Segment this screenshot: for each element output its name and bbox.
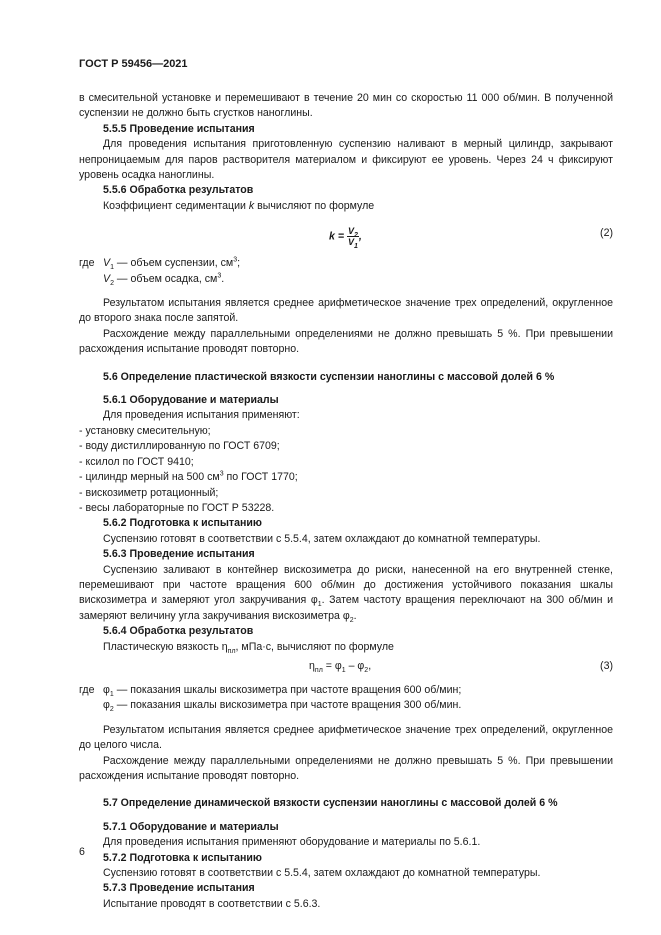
section-5-7-1-title: 5.7.1 Оборудование и материалы — [103, 820, 279, 833]
section-5-5-5-title: 5.5.5 Проведение испытания — [103, 122, 255, 135]
where-phi2: $\varphi_2$ — показания шкалы вискозиметра при частоте вращения 300 об/мин. — [103, 699, 462, 714]
section-5-7-3-text: Испытание проводят в соответствии с 5.6.3. — [103, 897, 321, 910]
section-5-6-title: 5.6 Определение пластической вязкости суспензии наноглины с массовой долей 6 % — [103, 370, 555, 383]
formula-2-number: (2) — [600, 227, 613, 240]
section-5-7-title: 5.7 Определение динамической вязкости суспензии наноглины с массовой долей 6 % — [103, 797, 558, 810]
section-5-7-3-title: 5.7.3 Проведение испытания — [103, 882, 255, 895]
section-5-6-2-text: Суспензию готовят в соответствии с 5.5.4, затем охлаждают до комнатной температуры. — [103, 532, 541, 545]
list-item: - ксилол по ГОСТ 9410; — [79, 455, 194, 468]
list-item: - вискозиметр ротационный; — [79, 486, 219, 499]
formula-2-expression: k = $\frac{V_2}{V_1}$ , — [329, 226, 362, 251]
section-5-6-4-title: 5.6.4 Обработка результатов — [103, 625, 254, 638]
list-item: - воду дистиллированную по ГОСТ 6709; — [79, 440, 280, 453]
formula-3-expression: $\eta_{пл} = \varphi_1 - \varphi_2$, — [309, 659, 372, 675]
list-item: - весы лабораторные по ГОСТ Р 53228. — [79, 501, 275, 514]
section-5-6-2-title: 5.6.2 Подготовка к испытанию — [103, 517, 262, 530]
section-5-5-5-text: Для проведения испытания приготовленную суспензию наливают в мерный цилиндр, закрывают непроницаемым для паров растворителя материалом и фиксируют ее уровень. Через 24 ч фиксируют уровень осадка наноглины. — [79, 138, 613, 182]
page-content — [79, 91, 613, 912]
where-v2: $V_2$ — объем осадка, $см^3$. — [103, 272, 225, 287]
section-5-5-6-discrepancy: Расхождение между параллельными определениями не должно превышать 5 %. При превышении расхождения испытание проводят повторно. — [79, 327, 613, 356]
section-5-5-6-text: Коэффициент седиментации k вычисляют по формуле — [103, 199, 375, 212]
where-v1: где $V_1$ — объем суспензии, $см^3$; — [79, 256, 241, 272]
document-header: ГОСТ Р 59456—2021 — [79, 58, 188, 70]
section-5-6-3-title: 5.6.3 Проведение испытания — [103, 548, 255, 561]
section-5-6-3-text: Суспензию заливают в контейнер вискозиметра до риски, нанесенной на его внутренней стенке, перемешивают при частоте вращения 600 об/мин до достижения устойчивого показания шкалы вискозиметра и замеряют угол закручивания $\varphi_1$. Затем частоту вращения переключают на 300 об/мин и замеряют величину угла закручивания вискозиметра $\varphi_2$. — [79, 563, 613, 624]
section-5-5-6-title: 5.5.6 Обработка результатов — [103, 184, 254, 197]
where-phi1: где $\varphi_1$ — показания шкалы вискозиметра при частоте вращения 600 об/мин; — [79, 683, 462, 699]
formula-3 — [79, 655, 613, 683]
list-item: - установку смесительную; — [79, 424, 211, 437]
list-item-cylinder: - цилиндр мерный на 500 $см^3$ по ГОСТ 1770; — [79, 470, 298, 484]
section-5-6-4-text: Пластическую вязкость $\eta_{пл}$, мПа·с, вычисляют по формуле — [103, 640, 394, 655]
section-5-5-6-result: Результатом испытания является среднее арифметическое значение трех определений, округленное до второго знака после запятой. — [79, 297, 613, 325]
intro-paragraph: в смесительной установке и перемешивают в течение 20 мин со скоростью 11 000 об/мин. В полученной суспензии не должно быть сгустков наноглины. — [79, 92, 613, 120]
section-5-6-1-title: 5.6.1 Оборудование и материалы — [103, 394, 279, 407]
section-5-6-1-text: Для проведения испытания применяют: — [103, 409, 300, 422]
section-5-7-1-text: Для проведения испытания применяют оборудование и материалы по 5.6.1. — [103, 836, 481, 849]
section-5-7-2-text: Суспензию готовят в соответствии с 5.5.4, затем охлаждают до комнатной температуры. — [103, 867, 541, 879]
section-5-7-2-title: 5.7.2 Подготовка к испытанию — [103, 851, 262, 864]
page-number: 6 — [79, 846, 85, 858]
formula-2 — [79, 214, 613, 256]
formula-3-number: (3) — [600, 659, 613, 672]
section-5-6-4-result: Результатом испытания является среднее арифметическое значение трех определений, округленное до целого числа. — [79, 723, 613, 752]
section-5-6-4-discrepancy: Расхождение между параллельными определениями не должно превышать 5 %. При превышении расхождения испытание проводят повторно. — [79, 754, 613, 782]
